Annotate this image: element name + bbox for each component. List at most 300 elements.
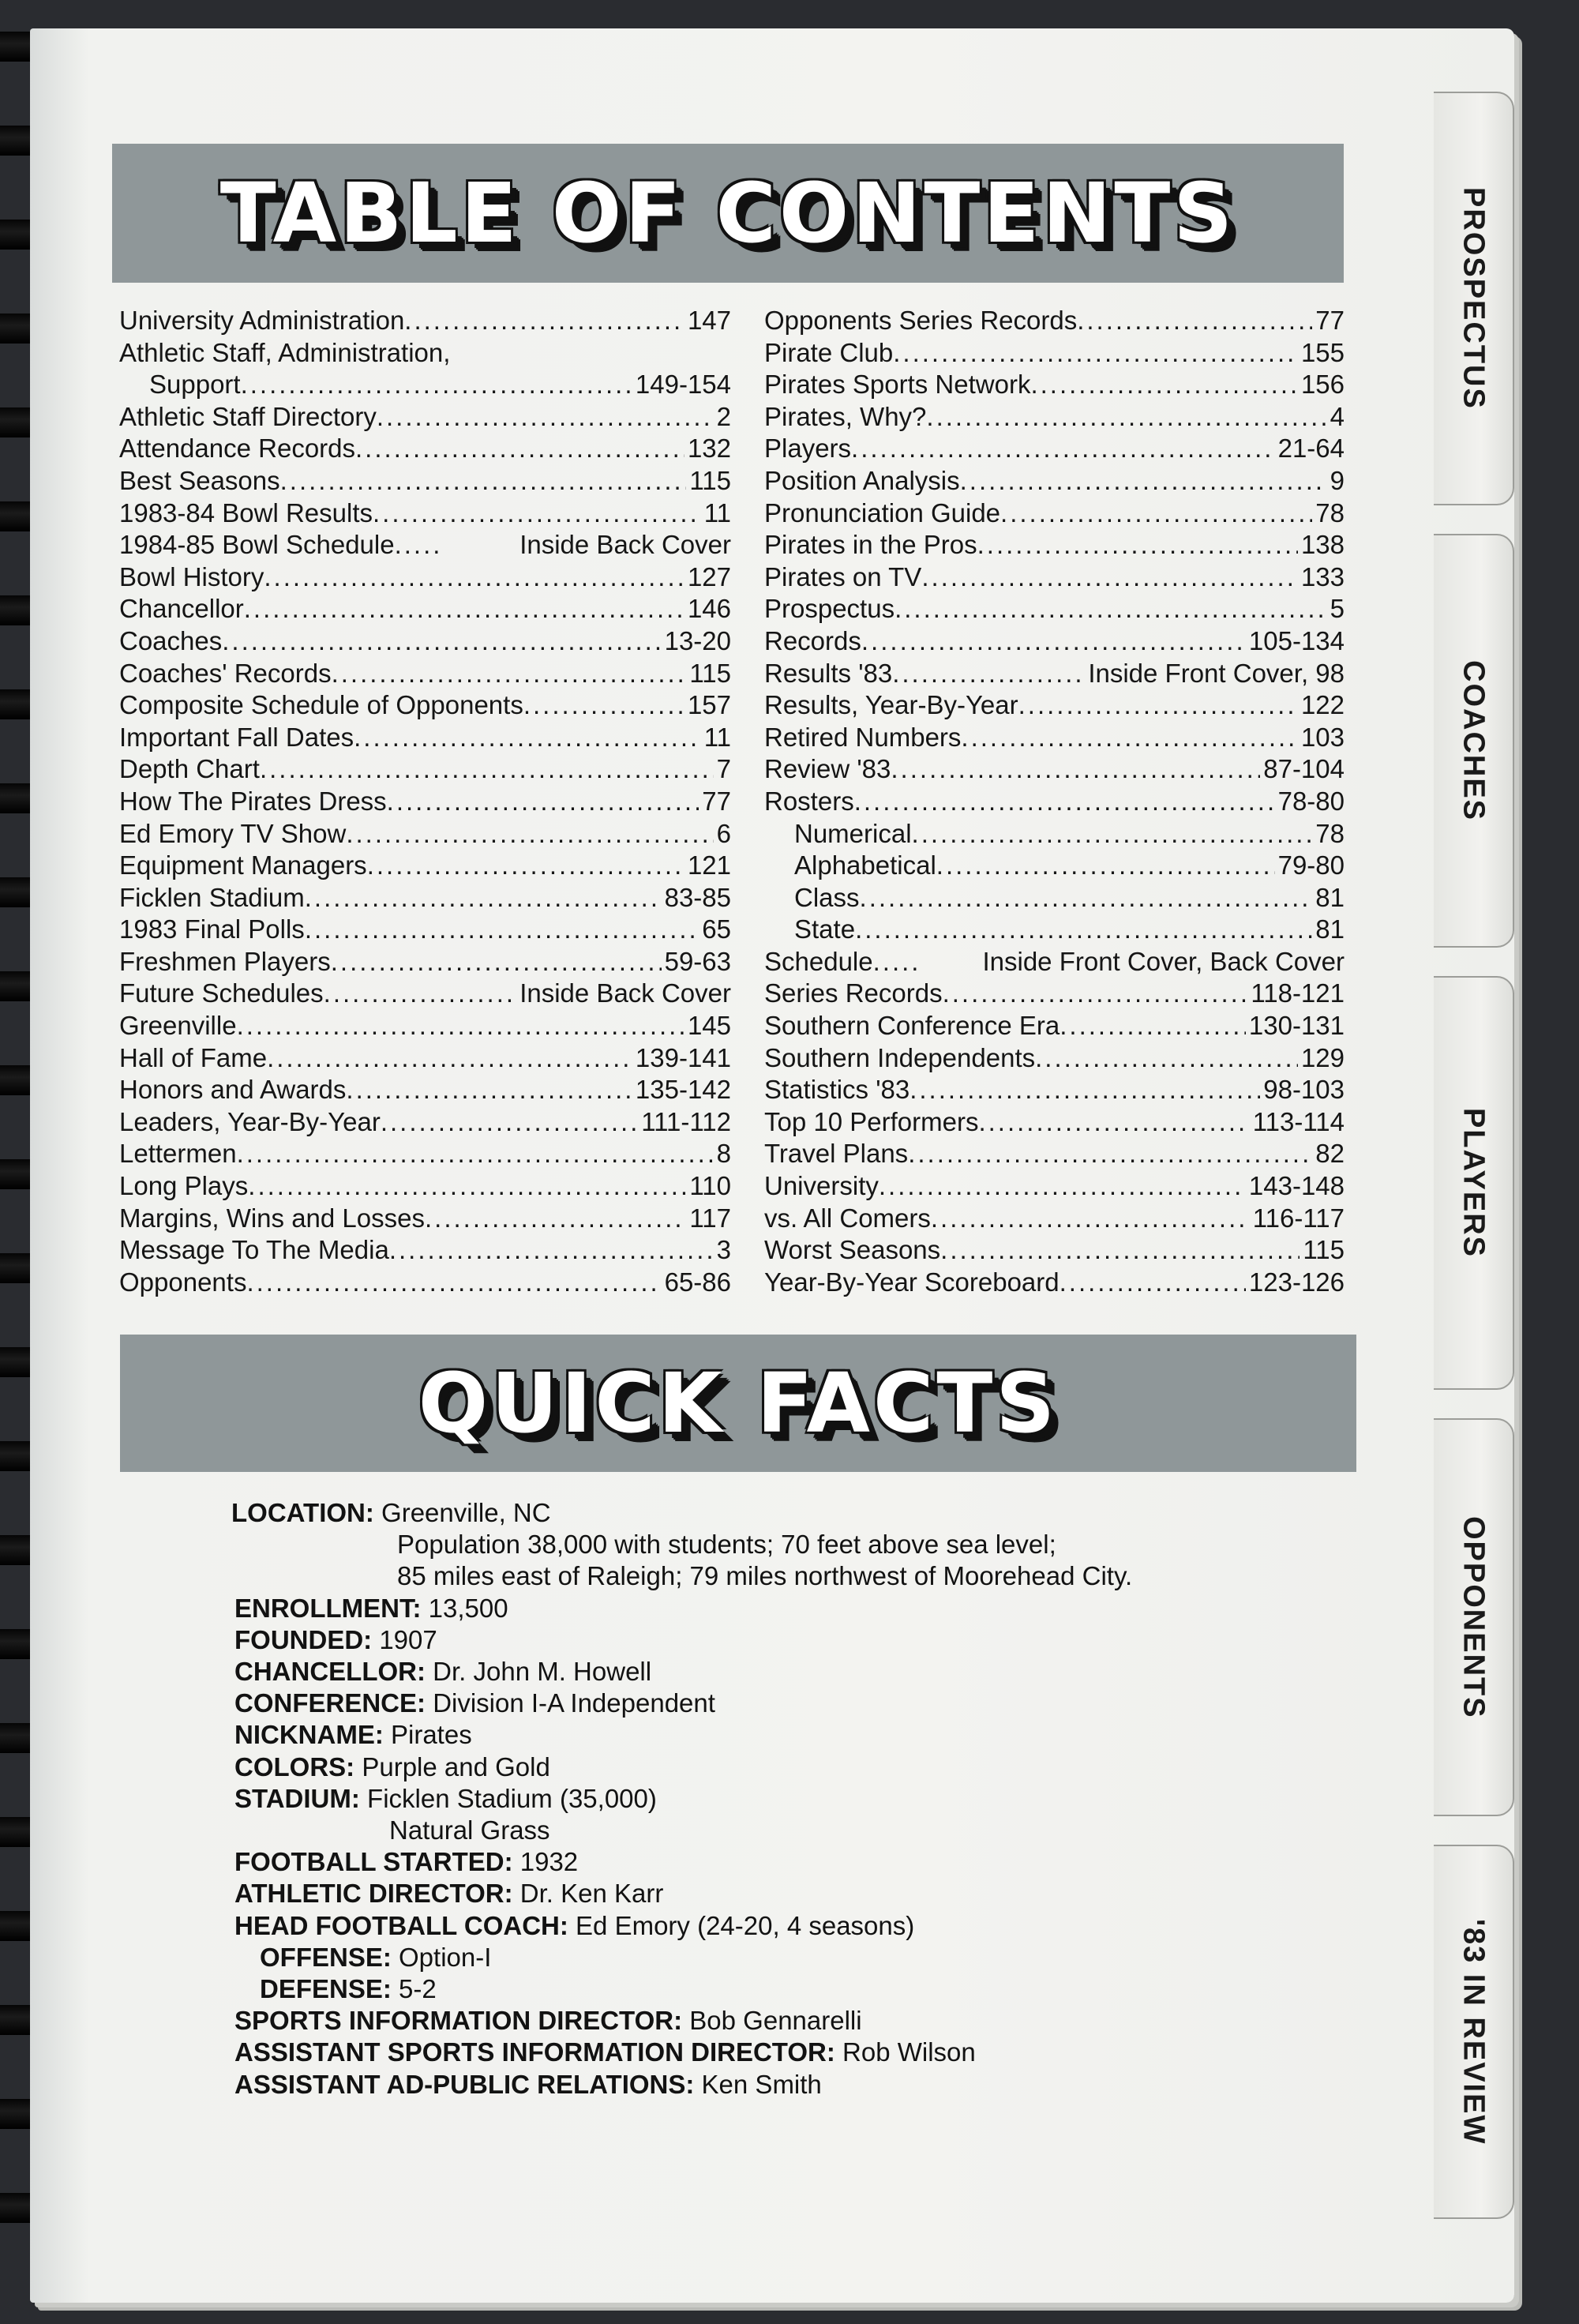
quick-fact-value: Dr. Ken Karr <box>519 1879 664 1909</box>
toc-entry-label: Lettermen <box>119 1139 237 1169</box>
toc-entry-page: 149-154 <box>635 370 731 400</box>
toc-entry-label: Prospectus <box>764 594 895 624</box>
toc-entry[interactable] <box>119 593 731 625</box>
toc-entry[interactable] <box>119 369 731 401</box>
toc-entry[interactable] <box>119 722 731 754</box>
toc-entry-label: Attendance Records <box>119 434 356 464</box>
toc-entry-label: Honors and Awards <box>119 1075 347 1105</box>
quick-fact <box>231 1688 1337 1719</box>
toc-entry[interactable] <box>119 1170 731 1203</box>
quick-fact-value: Option-I <box>399 1942 492 1972</box>
toc-leader-dots <box>324 978 517 1010</box>
toc-entry-page: 21-64 <box>1277 434 1345 464</box>
toc-entry[interactable] <box>764 1042 1345 1075</box>
toc-left-column <box>119 305 731 1298</box>
toc-leader-dots <box>921 561 1298 594</box>
toc-entry[interactable] <box>119 753 731 786</box>
toc-entry-label: Equipment Managers <box>119 850 367 880</box>
toc-leader-dots <box>248 1170 686 1203</box>
toc-leader-dots <box>367 850 684 882</box>
toc-entry-page: 127 <box>687 561 731 591</box>
toc-entry-label: Worst Seasons <box>764 1235 941 1265</box>
toc-entry-page: 115 <box>1303 1235 1345 1265</box>
toc-entry[interactable] <box>119 1267 731 1299</box>
toc-entry[interactable] <box>119 818 731 850</box>
toc-leader-dots <box>961 722 1298 754</box>
toc-entry-label: Pirate Club <box>764 337 894 367</box>
toc-entry[interactable] <box>119 337 731 370</box>
tab-label: PROSPECTUS <box>1457 187 1491 410</box>
toc-entry-page: 78 <box>1315 818 1345 848</box>
toc-entry[interactable] <box>764 914 1345 946</box>
toc-entry-label: Records <box>764 625 861 655</box>
quick-fact-key: DEFENSE: <box>260 1974 392 2004</box>
toc-entry-page: 4 <box>1330 401 1345 431</box>
toc-entry-page: 103 <box>1300 722 1345 752</box>
toc-entry[interactable] <box>119 433 731 465</box>
toc-entry[interactable] <box>119 1138 731 1170</box>
toc-entry-page: 78-80 <box>1277 786 1345 816</box>
toc-entry-label: Hall of Fame <box>119 1042 268 1072</box>
toc-entry-label: Best Seasons <box>119 465 280 495</box>
toc-entry[interactable] <box>764 1267 1345 1299</box>
toc-leader-dots <box>346 1074 632 1106</box>
toc-leader-dots <box>892 658 1085 690</box>
toc-entry[interactable] <box>764 1203 1345 1235</box>
toc-entry-page: 65-86 <box>664 1267 731 1297</box>
toc-entry-page: 157 <box>687 690 731 720</box>
toc-leader-dots <box>1060 1010 1246 1042</box>
quick-fact-value: Purple and Gold <box>362 1751 550 1781</box>
toc-entry-label: Southern Independents <box>764 1042 1036 1072</box>
toc-leader-dots <box>1030 369 1297 401</box>
toc-entry[interactable] <box>764 369 1345 401</box>
toc-entry-page: 147 <box>687 306 731 335</box>
toc-entry-label: Year-By-Year Scoreboard <box>764 1267 1060 1297</box>
toc-entry-label: Depth Chart <box>119 754 260 784</box>
toc-entry-page: 135-142 <box>635 1075 731 1105</box>
toc-entry-page: 123-126 <box>1248 1267 1345 1297</box>
quick-fact <box>231 1497 1337 1529</box>
toc-entry-label: University Administration <box>119 306 405 335</box>
quick-fact-value: 85 miles east of Raleigh; 79 miles northwest of Moorehead City. <box>397 1561 1133 1591</box>
toc-entry-page: 133 <box>1300 561 1345 591</box>
toc-entry[interactable] <box>764 1138 1345 1170</box>
toc-entry-page: 7 <box>716 754 731 784</box>
toc-leader-dots <box>1060 1267 1246 1299</box>
toc-entry-page: 77 <box>702 786 731 816</box>
toc-entry[interactable] <box>119 625 731 658</box>
toc-entry-label: Greenville <box>119 1011 237 1041</box>
toc-entry-page: 9 <box>1330 465 1345 495</box>
quick-fact <box>231 1783 1337 1815</box>
toc-entry-page: 13-20 <box>664 625 731 655</box>
quick-fact <box>231 2069 1337 2101</box>
toc-leader-dots <box>389 1234 714 1267</box>
toc-entry-label: Top 10 Performers <box>764 1106 979 1136</box>
toc-entry[interactable] <box>764 433 1345 465</box>
quick-fact-value: Dr. John M. Howell <box>433 1657 652 1687</box>
toc-entry-label: State <box>794 914 856 944</box>
toc-entry[interactable] <box>764 753 1345 786</box>
toc-entry-page: 117 <box>689 1203 731 1233</box>
toc-leader-dots <box>373 497 701 530</box>
toc-leader-dots <box>381 1106 638 1139</box>
toc-entry[interactable] <box>764 593 1345 625</box>
toc-entry-page: 138 <box>1300 530 1345 560</box>
quick-facts-list <box>231 1497 1337 2101</box>
tab-players[interactable] <box>1434 976 1514 1390</box>
toc-entry[interactable] <box>119 1074 731 1106</box>
quick-fact-value: Ficklen Stadium (35,000) <box>367 1783 657 1813</box>
toc-leader-dots <box>267 1042 632 1075</box>
toc-entry-page: 59-63 <box>664 946 731 976</box>
toc-entry-page: 87-104 <box>1263 754 1345 784</box>
tab-opponents[interactable] <box>1434 1418 1514 1816</box>
toc-entry-page: 11 <box>703 722 731 752</box>
quick-fact-value: Bob Gennarelli <box>689 2006 862 2036</box>
toc-entry-label: Freshmen Players <box>119 946 331 976</box>
toc-entry[interactable] <box>119 914 731 946</box>
toc-entry[interactable] <box>119 401 731 434</box>
quick-fact-key: FOOTBALL STARTED: <box>234 1847 513 1877</box>
toc-leader-dots <box>387 786 699 818</box>
toc-entry-label: Class <box>794 882 860 912</box>
toc-entry-page: 98-103 <box>1263 1075 1345 1105</box>
toc-leader-dots <box>931 1203 1250 1235</box>
toc-entry-page: 132 <box>687 434 731 464</box>
toc-leader-dots <box>855 914 1312 946</box>
quick-fact-key: CHANCELLOR: <box>234 1657 426 1687</box>
toc-entry-page: 115 <box>689 658 731 688</box>
toc-entry-page: 122 <box>1300 690 1345 720</box>
toc-entry-page: 105-134 <box>1248 625 1345 655</box>
toc-entry-label: Message To The Media <box>119 1235 389 1265</box>
toc-entry-label: Pirates, Why? <box>764 401 927 431</box>
quick-fact-key: OFFENSE: <box>260 1942 392 1972</box>
quick-fact-key: STADIUM: <box>234 1783 360 1813</box>
toc-leader-dots <box>910 1074 1260 1106</box>
toc-leader-dots <box>450 337 728 370</box>
toc-entry-page: 79-80 <box>1277 850 1345 880</box>
toc-entry-label: Review '83 <box>764 754 891 784</box>
toc-entry-page: 3 <box>716 1235 731 1265</box>
toc-entry[interactable] <box>119 561 731 594</box>
toc-leader-dots <box>861 625 1246 658</box>
toc-leader-dots <box>873 946 921 978</box>
toc-entry[interactable] <box>764 658 1345 690</box>
toc-entry[interactable] <box>764 529 1345 561</box>
toc-leader-dots <box>404 305 684 337</box>
toc-leader-dots <box>355 433 684 465</box>
toc-leader-dots <box>241 369 632 401</box>
toc-entry-page: 156 <box>1300 370 1345 400</box>
toc-entry-page: 11 <box>703 497 731 527</box>
toc-entry-page: 83-85 <box>664 882 731 912</box>
toc-leader-dots <box>280 465 687 497</box>
toc-leader-dots <box>305 882 662 914</box>
toc-entry[interactable] <box>119 946 731 978</box>
tab-label: COACHES <box>1457 659 1491 822</box>
toc-leader-dots <box>879 1170 1246 1203</box>
toc-entry[interactable] <box>119 1203 731 1235</box>
toc-leader-dots <box>977 529 1298 561</box>
toc-entry-page: 113-114 <box>1252 1106 1345 1136</box>
toc-entry-label: Numerical <box>794 818 912 848</box>
toc-leader-dots <box>943 978 1248 1010</box>
toc-entry[interactable] <box>764 882 1345 914</box>
toc-entry[interactable] <box>119 1234 731 1267</box>
toc-leader-dots <box>377 401 714 434</box>
toc-leader-dots <box>264 561 684 594</box>
toc-entry[interactable] <box>764 337 1345 370</box>
toc-entry-page: 5 <box>1330 594 1345 624</box>
toc-entry-label: Important Fall Dates <box>119 722 354 752</box>
toc-entry-label: How The Pirates Dress <box>119 786 387 816</box>
toc-entry[interactable] <box>764 1170 1345 1203</box>
toc-entry-label: Southern Conference Era <box>764 1011 1060 1041</box>
toc-entry-label: Travel Plans <box>764 1139 909 1169</box>
quick-fact-value: Ken Smith <box>701 2069 822 2099</box>
quick-fact <box>231 1973 1337 2005</box>
toc-entry-page: Inside Front Cover, 98 <box>1088 658 1345 688</box>
toc-entry-label: Results, Year-By-Year <box>764 690 1018 720</box>
toc-entry[interactable] <box>764 850 1345 882</box>
toc-leader-dots <box>260 753 714 786</box>
toc-entry-label: Composite Schedule of Opponents <box>119 690 523 720</box>
quick-fact-value: 1907 <box>379 1624 437 1654</box>
toc-leader-dots <box>244 593 684 625</box>
quick-fact-key: HEAD FOOTBALL COACH: <box>234 1910 568 1940</box>
toc-entry[interactable] <box>764 465 1345 497</box>
toc-title: TABLE OF CONTENTS <box>219 165 1236 261</box>
tab-prospectus[interactable] <box>1434 92 1514 505</box>
quick-fact <box>231 1719 1337 1751</box>
toc-entry[interactable] <box>764 1074 1345 1106</box>
toc-entry[interactable] <box>764 978 1345 1010</box>
toc-entry-page: 65 <box>702 914 731 944</box>
toc-entry-page: Inside Front Cover, Back Cover <box>982 946 1345 976</box>
toc-entry-page: Inside Back Cover <box>519 978 731 1008</box>
toc-leader-dots <box>978 1106 1249 1139</box>
toc-entry-page: 115 <box>689 465 731 495</box>
tab-label: PLAYERS <box>1457 1108 1491 1258</box>
toc-entry-label: Support <box>149 370 241 400</box>
toc-entry-label: Rosters <box>764 786 854 816</box>
toc-entry-page: 2 <box>716 401 731 431</box>
tab-coaches[interactable] <box>1434 534 1514 948</box>
toc-entry[interactable] <box>764 1234 1345 1267</box>
quick-fact-key: NICKNAME: <box>234 1720 384 1750</box>
quick-fact <box>231 1593 1337 1624</box>
quick-fact <box>231 1846 1337 1878</box>
toc-entry[interactable] <box>119 786 731 818</box>
quick-fact-key: COLORS: <box>234 1751 355 1781</box>
toc-leader-dots <box>237 1010 684 1042</box>
toc-entry-page: 78 <box>1315 497 1345 527</box>
toc-entry[interactable] <box>764 689 1345 722</box>
toc-entry-page: 77 <box>1315 306 1345 335</box>
toc-leader-dots <box>891 753 1260 786</box>
toc-entry[interactable] <box>119 978 731 1010</box>
toc-entry-page: 110 <box>689 1171 731 1201</box>
toc-entry-label: Players <box>764 434 852 464</box>
quick-fact-value: Population 38,000 with students; 70 feet above sea level; <box>397 1530 1056 1560</box>
toc-entry[interactable] <box>764 1010 1345 1042</box>
toc-entry[interactable] <box>764 305 1345 337</box>
toc-entry[interactable] <box>119 1010 731 1042</box>
toc-entry[interactable] <box>119 465 731 497</box>
toc-entry-page: 139-141 <box>635 1042 731 1072</box>
toc-entry[interactable] <box>764 401 1345 434</box>
toc-leader-dots <box>960 465 1327 497</box>
toc-entry[interactable] <box>119 689 731 722</box>
toc-entry[interactable] <box>764 625 1345 658</box>
tab-83-in-review[interactable] <box>1434 1845 1514 2219</box>
toc-entry[interactable] <box>764 946 1345 978</box>
toc-leader-dots <box>425 1203 686 1235</box>
toc-entry[interactable] <box>119 1042 731 1075</box>
toc-entry-label: Long Plays <box>119 1171 249 1201</box>
quick-fact <box>231 1560 1337 1592</box>
toc-entry-page: 116-117 <box>1252 1203 1345 1233</box>
toc-entry-label: Athletic Staff, Administration, <box>119 337 451 367</box>
toc-entry-page: 130-131 <box>1248 1011 1345 1041</box>
toc-entry-label: Bowl History <box>119 561 264 591</box>
quick-fact-value: 5-2 <box>399 1974 437 2004</box>
toc-entry-page: 6 <box>716 818 731 848</box>
toc-leader-dots <box>1000 497 1312 530</box>
quick-fact-value: Greenville, NC <box>381 1498 551 1527</box>
toc-entry-label: Opponents Series Records <box>764 306 1078 335</box>
toc-entry[interactable] <box>119 882 731 914</box>
toc-entry-label: Series Records <box>764 978 943 1008</box>
quick-fact-value: Pirates <box>391 1720 472 1750</box>
toc-entry-label: Pirates on TV <box>764 561 922 591</box>
toc-leader-dots <box>246 1267 661 1299</box>
toc-entry-label: Pronunciation Guide <box>764 497 1001 527</box>
toc-leader-dots <box>237 1138 714 1170</box>
toc-leader-dots <box>331 946 662 978</box>
toc-entry-label: Statistics '83 <box>764 1075 910 1105</box>
toc-entry-label: Pirates Sports Network <box>764 370 1031 400</box>
toc-entry-label: 1983 Final Polls <box>119 914 305 944</box>
toc-leader-dots <box>395 529 442 561</box>
quick-fact <box>231 1656 1337 1688</box>
toc-leader-dots <box>346 818 713 850</box>
toc-entry-label: Opponents <box>119 1267 247 1297</box>
toc-entry-label: Alphabetical <box>794 850 936 880</box>
toc-entry[interactable] <box>764 818 1345 850</box>
toc-entry[interactable] <box>764 722 1345 754</box>
toc-entry-page: 121 <box>687 850 731 880</box>
toc-leader-dots <box>851 433 1275 465</box>
quick-fact <box>231 1910 1337 1942</box>
toc-leader-dots <box>1018 689 1298 722</box>
handbook-page <box>30 28 1514 2303</box>
quick-fact-value: Division I-A Independent <box>433 1688 715 1718</box>
toc-entry-label: vs. All Comers <box>764 1203 931 1233</box>
toc-leader-dots <box>893 337 1298 370</box>
toc-entry-label: Results '83 <box>764 658 893 688</box>
quick-fact <box>231 2005 1337 2037</box>
quick-fact-value: Natural Grass <box>389 1815 550 1845</box>
quick-fact-key: ASSISTANT AD-PUBLIC RELATIONS: <box>234 2069 695 2099</box>
quick-fact-value: Ed Emory (24-20, 4 seasons) <box>576 1910 915 1940</box>
toc-leader-dots <box>305 914 699 946</box>
quick-fact-value: 13,500 <box>428 1593 508 1623</box>
toc-entry-page: 111-112 <box>641 1106 731 1136</box>
tab-label: OPPONENTS <box>1457 1515 1491 1719</box>
toc-entry-label: Athletic Staff Directory <box>119 401 377 431</box>
toc-entry-label: 1983-84 Bowl Results <box>119 497 373 527</box>
toc-entry[interactable] <box>119 305 731 337</box>
quick-fact-value: Rob Wilson <box>842 2037 976 2067</box>
toc-entry-page: 8 <box>716 1139 731 1169</box>
quick-fact-key: ATHLETIC DIRECTOR: <box>234 1879 513 1909</box>
toc-entry-label: Coaches' Records <box>119 658 332 688</box>
toc-entry-page: 81 <box>1315 914 1345 944</box>
toc-leader-dots <box>860 882 1313 914</box>
quick-fact <box>231 2037 1337 2068</box>
toc-entry-label: Ed Emory TV Show <box>119 818 347 848</box>
quick-fact-key: SPORTS INFORMATION DIRECTOR: <box>234 2006 683 2036</box>
toc-entry[interactable] <box>119 850 731 882</box>
toc-entry-label: Coaches <box>119 625 223 655</box>
quick-fact-key: ASSISTANT SPORTS INFORMATION DIRECTOR: <box>234 2037 835 2067</box>
toc-leader-dots <box>912 818 1313 850</box>
toc-leader-dots <box>940 1234 1300 1267</box>
toc-entry-label: Ficklen Stadium <box>119 882 305 912</box>
toc-leader-dots <box>523 689 684 722</box>
quick-fact-key: CONFERENCE: <box>234 1688 426 1718</box>
toc-leader-dots <box>1035 1042 1298 1075</box>
toc-entry-page: 146 <box>687 594 731 624</box>
tab-label: '83 IN REVIEW <box>1457 1918 1491 2146</box>
toc-entry-label: Schedule <box>764 946 873 976</box>
toc-entry-label: Margins, Wins and Losses <box>119 1203 425 1233</box>
toc-entry[interactable] <box>764 561 1345 594</box>
quick-fact <box>231 1624 1337 1656</box>
toc-entry-page: 129 <box>1300 1042 1345 1072</box>
toc-entry-label: Position Analysis <box>764 465 960 495</box>
toc-entry-label: Pirates in the Pros <box>764 530 977 560</box>
toc-entry-label: Future Schedules <box>119 978 324 1008</box>
toc-entry[interactable] <box>119 658 731 690</box>
toc-entry-page: Inside Back Cover <box>519 530 731 560</box>
quick-fact-key: ENROLLMENT: <box>234 1593 422 1623</box>
toc-entry-page: 143-148 <box>1248 1171 1345 1201</box>
toc-entry-page: 155 <box>1300 337 1345 367</box>
quick-fact <box>231 1815 1337 1846</box>
quick-fact <box>231 1942 1337 1973</box>
toc-entry-label: 1984-85 Bowl Schedule <box>119 530 395 560</box>
toc-entry-label: Retired Numbers <box>764 722 962 752</box>
toc-leader-dots <box>222 625 661 658</box>
toc-entry[interactable] <box>119 529 731 561</box>
toc-entry[interactable] <box>119 497 731 530</box>
toc-entry[interactable] <box>764 1106 1345 1139</box>
toc-entry[interactable] <box>764 786 1345 818</box>
quick-facts-title: QUICK FACTS <box>418 1355 1059 1451</box>
quick-fact-key: FOUNDED: <box>234 1624 373 1654</box>
toc-entry-label: Leaders, Year-By-Year <box>119 1106 381 1136</box>
toc-entry[interactable] <box>119 1106 731 1139</box>
toc-entry-label: Chancellor <box>119 594 244 624</box>
toc-entry[interactable] <box>764 497 1345 530</box>
toc-right-column <box>764 305 1345 1298</box>
toc-leader-dots <box>854 786 1275 818</box>
